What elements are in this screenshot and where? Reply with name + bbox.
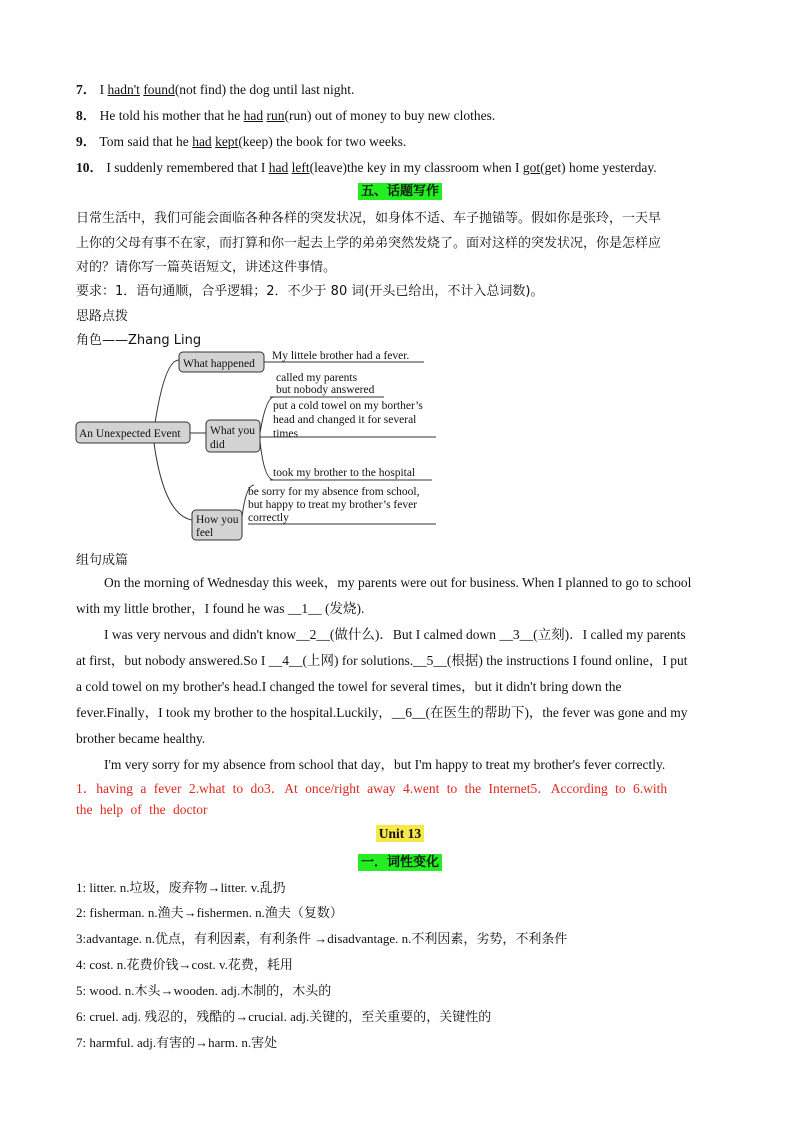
mind-map [74, 345, 444, 545]
requirements: 要求：1．语句通顺，合乎逻辑；2．不少于 80 词(开头已给出，不计入总词数)。 [76, 284, 544, 299]
exercise-text: (not find) the dog until last night. [174, 82, 355, 97]
passage-line: I'm very sorry for my absence from school that day，but I'm happy to treat my brother's fever correctly. [104, 757, 666, 772]
passage-line: brother became healthy. [76, 731, 206, 746]
exercise-text: I [99, 82, 108, 97]
passage-line: fever.Finally，I took my brother to the hospital.Luckily，__6__(在医生的帮助下)，the fever was gone and my [76, 705, 688, 720]
answer: run [266, 108, 285, 123]
connector [260, 441, 274, 480]
b2-item-text: times [273, 428, 298, 440]
exercise-9: 9． Tom said that he had kept(keep) the book for two weeks. [76, 134, 407, 149]
exercise-text: Tom said that he [99, 134, 193, 149]
b3-text: correctly [248, 512, 289, 524]
passage-line: a cold towel on my brother's head.I changed the towel for several times，but it didn't bring down the [76, 679, 622, 694]
answer: hadn't [107, 82, 140, 97]
section-title-writing [0, 180, 800, 199]
exercise-text: (keep) the book for two weeks. [238, 134, 407, 149]
exercise-8: 8． He told his mother that he had run(run) out of money to buy new clothes. [76, 108, 496, 123]
unit-title-text: Unit 13 [376, 825, 424, 842]
connector [154, 360, 179, 430]
prompt-line: 日常生活中，我们可能会面临各种各样的突发状况，如身体不适、车子抛锚等。假如你是张玲，一天早 [76, 211, 662, 226]
branch-what-happened-label: What happened [183, 358, 255, 370]
exercise-text: (leave)the key in my classroom when I [309, 160, 523, 175]
exercise-number: 9 [76, 134, 83, 149]
answer: got [522, 160, 541, 175]
vocab-item: 7: harmful. adj.有害的→harm. n.害处 [76, 1035, 278, 1050]
b3-text: be sorry for my absence from school, [248, 486, 420, 498]
answer-key: the help of the doctor [76, 802, 208, 817]
section-title-word-forms [0, 851, 800, 870]
role-label: 角色——Zhang Ling [76, 333, 202, 348]
answer-key: 1．having a fever 2.what to do3．At once/right away 4.went to the Internet5．According to 6.with [76, 781, 668, 796]
answer: had [268, 160, 289, 175]
section-title-text: 一．词性变化 [358, 854, 442, 871]
answer: had [192, 134, 212, 149]
branch1-text: My littele brother had a fever. [272, 350, 410, 362]
exercise-text: (get) home yesterday. [540, 160, 657, 175]
compose-label: 组句成篇 [76, 553, 129, 568]
vocab-item: 3:advantage. n.优点，有利因素，有利条件 →disadvantage. n.不利因素，劣势，不利条件 [76, 931, 568, 946]
vocab-item: 1: litter. n.垃圾，废弃物→litter. v.乱扔 [76, 880, 286, 895]
answer: found [143, 82, 175, 97]
branch-what-you-did-label: did [210, 439, 225, 451]
b2-item-text: took my brother to the hospital [273, 467, 416, 479]
exercise-7: 7． I hadn't found(not find) the dog until last night. [76, 82, 355, 97]
vocab-item: 6: cruel. adj. 残忍的，残酷的→crucial. adj.关键的，至关重要的，关键性的 [76, 1009, 492, 1024]
vocab-item: 5: wood. n.木头→wooden. adj.木制的，木头的 [76, 983, 332, 998]
b2-item-text: called my parents [276, 372, 358, 384]
answer: left [291, 160, 310, 175]
branch-how-you-feel-label: How you [196, 514, 239, 526]
vocab-item: 4: cost. n.花费价钱→cost. v.花费，耗用 [76, 957, 293, 972]
connector [154, 443, 192, 520]
b2-item-text: head and changed it for several [273, 414, 417, 426]
connector [260, 397, 274, 433]
passage-line: On the morning of Wednesday this week，my parents were out for business. When I planned to go to school [104, 575, 692, 590]
exercise-text: (run) out of money to buy new clothes. [284, 108, 496, 123]
unit-title [0, 826, 800, 842]
exercise-10: 10． I suddenly remembered that I had left(leave)the key in my classroom when I got(get) home yesterday. [76, 160, 657, 175]
exercise-number: 7 [76, 82, 83, 97]
passage-line: I was very nervous and didn't know__2__(做什么)．But I calmed down __3__(立刻)．I called my parents [104, 627, 686, 642]
b3-text: but happy to treat my brother’s fever [248, 499, 418, 511]
prompt-line: 上你的父母有事不在家，而打算和你一起去上学的弟弟突然发烧了。面对这样的突发状况，你是怎样应 [76, 236, 662, 251]
answer: kept [215, 134, 239, 149]
passage-line: at first，but nobody answered.So I __4__(上网) for solutions.__5__(根据) the instructions I found online，I put [76, 653, 688, 668]
b2-item-text: but nobody answered [276, 384, 375, 396]
exercise-text: I suddenly remembered that I [106, 160, 269, 175]
branch-what-you-did-label: What you [210, 425, 256, 437]
center-node-label: An Unexpected Event [79, 428, 181, 440]
exercise-number: 10 [76, 160, 90, 175]
exercise-text: He told his mother that he [99, 108, 244, 123]
vocab-item: 2: fisherman. n.渔夫→fishermen. n.渔夫（复数） [76, 905, 343, 920]
branch-how-you-feel-label: feel [196, 527, 214, 539]
answer: had [243, 108, 264, 123]
section-title-text: 五、话题写作 [358, 183, 442, 200]
b2-item-text: put a cold towel on my borther’s [273, 400, 423, 412]
passage [76, 570, 726, 778]
exercise-number: 8 [76, 108, 83, 123]
passage-line: with my little brother，I found he was __1__ (发烧). [76, 601, 365, 616]
prompt-line: 对的？请你写一篇英语短文，讲述这件事情。 [76, 260, 337, 275]
hint-label: 思路点拨 [76, 309, 129, 324]
